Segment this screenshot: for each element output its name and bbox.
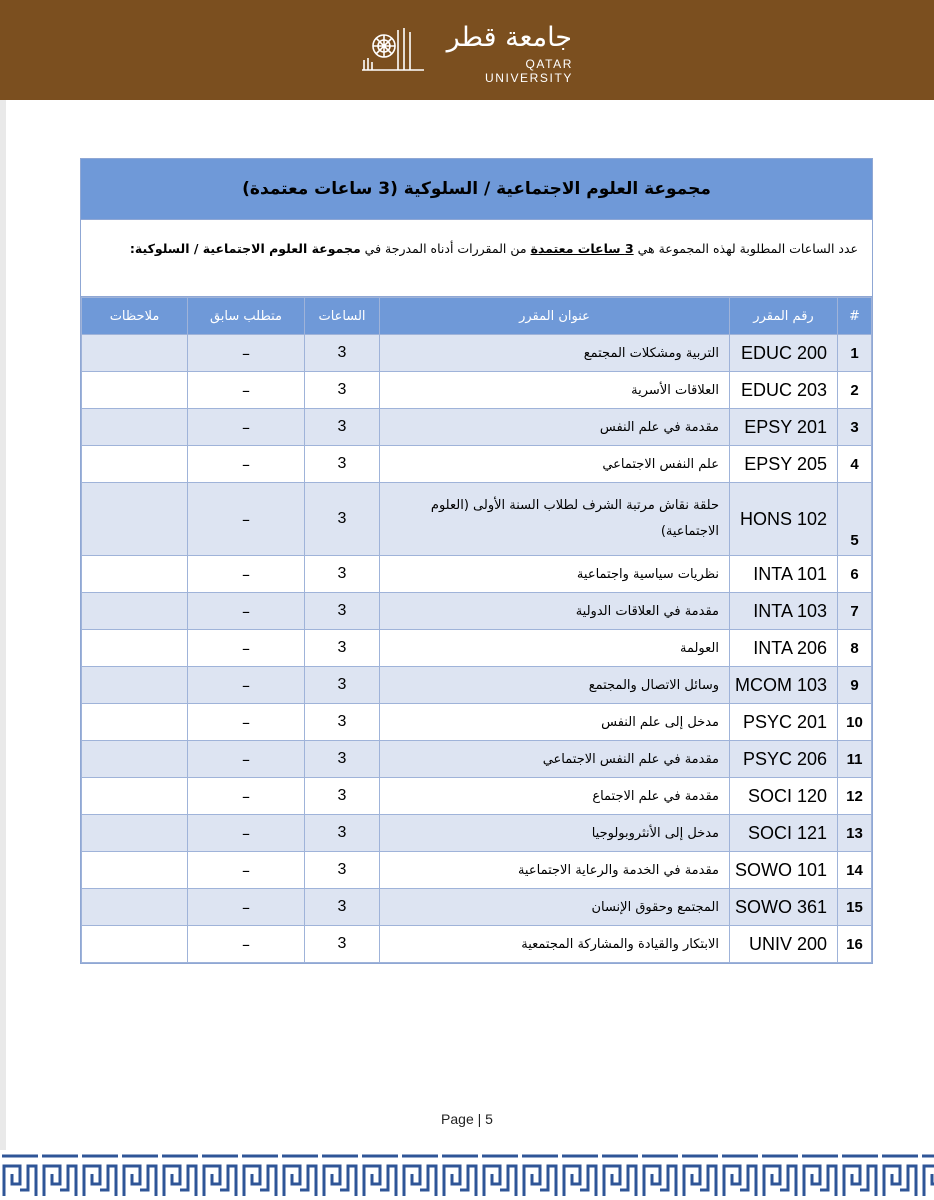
course-hours: 3 bbox=[305, 372, 380, 409]
table-row bbox=[82, 815, 872, 852]
table-row bbox=[82, 704, 872, 741]
course-code: EDUC 200 bbox=[730, 335, 838, 372]
table-row bbox=[82, 630, 872, 667]
course-code: SOCI 121 bbox=[730, 815, 838, 852]
course-title: مقدمة في علم النفس الاجتماعي bbox=[380, 741, 730, 778]
table-row bbox=[82, 335, 872, 372]
course-notes bbox=[82, 704, 188, 741]
course-prereq: – bbox=[188, 409, 305, 446]
course-notes bbox=[82, 852, 188, 889]
course-code: INTA 103 bbox=[730, 593, 838, 630]
course-code: EDUC 203 bbox=[730, 372, 838, 409]
course-title: مقدمة في الخدمة والرعاية الاجتماعية bbox=[380, 852, 730, 889]
table-row bbox=[82, 778, 872, 815]
description-text-1: عدد الساعات المطلوبة لهذه المجموعة هي bbox=[633, 241, 858, 256]
course-hours: 3 bbox=[305, 778, 380, 815]
course-notes bbox=[82, 741, 188, 778]
course-prereq: – bbox=[188, 926, 305, 963]
course-title: وسائل الاتصال والمجتمع bbox=[380, 667, 730, 704]
header-band bbox=[0, 0, 934, 100]
group-title: مجموعة العلوم الاجتماعية / السلوكية (3 ساعات معتمدة) bbox=[81, 159, 872, 220]
table-row bbox=[82, 593, 872, 630]
university-emblem-icon bbox=[362, 26, 428, 72]
course-notes bbox=[82, 483, 188, 556]
table-row bbox=[82, 889, 872, 926]
row-num: 14 bbox=[838, 852, 872, 889]
course-hours: 3 bbox=[305, 593, 380, 630]
course-title: نظريات سياسية واجتماعية bbox=[380, 556, 730, 593]
course-code: PSYC 206 bbox=[730, 741, 838, 778]
course-notes bbox=[82, 335, 188, 372]
row-num: 11 bbox=[838, 741, 872, 778]
course-prereq: – bbox=[188, 556, 305, 593]
course-title: مقدمة في علم الاجتماع bbox=[380, 778, 730, 815]
course-notes bbox=[82, 372, 188, 409]
page-edge bbox=[0, 0, 6, 1200]
course-title: الابتكار والقيادة والمشاركة المجتمعية bbox=[380, 926, 730, 963]
course-title: العولمة bbox=[380, 630, 730, 667]
logo-arabic-text: جامعة قطر bbox=[446, 22, 572, 53]
course-prereq: – bbox=[188, 372, 305, 409]
row-num: 10 bbox=[838, 704, 872, 741]
course-notes bbox=[82, 593, 188, 630]
course-group-box bbox=[80, 158, 873, 964]
table-row bbox=[82, 667, 872, 704]
course-prereq: – bbox=[188, 815, 305, 852]
course-title: التربية ومشكلات المجتمع bbox=[380, 335, 730, 372]
table-row bbox=[82, 372, 872, 409]
courses-table bbox=[81, 297, 872, 963]
description-group-name: مجموعة العلوم الاجتماعية / السلوكية: bbox=[129, 241, 361, 256]
row-num: 5 bbox=[838, 483, 872, 556]
course-prereq: – bbox=[188, 483, 305, 556]
course-hours: 3 bbox=[305, 704, 380, 741]
course-hours: 3 bbox=[305, 335, 380, 372]
course-hours: 3 bbox=[305, 409, 380, 446]
course-hours: 3 bbox=[305, 446, 380, 483]
footer-pattern bbox=[0, 1150, 934, 1200]
course-notes bbox=[82, 667, 188, 704]
col-header-title: عنوان المقرر bbox=[380, 298, 730, 335]
row-num: 2 bbox=[838, 372, 872, 409]
course-prereq: – bbox=[188, 630, 305, 667]
course-notes bbox=[82, 446, 188, 483]
course-code: EPSY 201 bbox=[730, 409, 838, 446]
course-notes bbox=[82, 556, 188, 593]
table-row bbox=[82, 446, 872, 483]
course-code: MCOM 103 bbox=[730, 667, 838, 704]
description-text-2: من المقررات أدناه المدرجة في bbox=[360, 241, 531, 256]
page-number: Page | 5 bbox=[441, 1111, 493, 1127]
col-header-prereq: متطلب سابق bbox=[188, 298, 305, 335]
course-hours: 3 bbox=[305, 926, 380, 963]
course-prereq: – bbox=[188, 852, 305, 889]
course-title: علم النفس الاجتماعي bbox=[380, 446, 730, 483]
row-num: 6 bbox=[838, 556, 872, 593]
course-notes bbox=[82, 778, 188, 815]
course-hours: 3 bbox=[305, 741, 380, 778]
col-header-code: رقم المقرر bbox=[730, 298, 838, 335]
course-title: مدخل إلى علم النفس bbox=[380, 704, 730, 741]
course-prereq: – bbox=[188, 667, 305, 704]
row-num: 16 bbox=[838, 926, 872, 963]
table-row bbox=[82, 852, 872, 889]
table-row bbox=[82, 483, 872, 556]
course-hours: 3 bbox=[305, 815, 380, 852]
row-num: 12 bbox=[838, 778, 872, 815]
course-code: PSYC 201 bbox=[730, 704, 838, 741]
course-code: HONS 102 bbox=[730, 483, 838, 556]
course-hours: 3 bbox=[305, 889, 380, 926]
course-hours: 3 bbox=[305, 483, 380, 556]
course-notes bbox=[82, 630, 188, 667]
description-credit-hours: 3 ساعات معتمدة bbox=[530, 241, 634, 256]
table-row bbox=[82, 741, 872, 778]
course-title: حلقة نقاش مرتبة الشرف لطلاب السنة الأولى (العلوم الاجتماعية) bbox=[380, 483, 730, 556]
row-num: 7 bbox=[838, 593, 872, 630]
course-code: SOWO 361 bbox=[730, 889, 838, 926]
qatar-university-logo bbox=[362, 22, 574, 85]
table-row bbox=[82, 409, 872, 446]
row-num: 13 bbox=[838, 815, 872, 852]
course-prereq: – bbox=[188, 778, 305, 815]
course-notes bbox=[82, 815, 188, 852]
table-row bbox=[82, 926, 872, 963]
course-prereq: – bbox=[188, 593, 305, 630]
table-row bbox=[82, 556, 872, 593]
logo-english-text: QATAR UNIVERSITY bbox=[484, 57, 573, 85]
course-notes bbox=[82, 889, 188, 926]
course-notes bbox=[82, 926, 188, 963]
col-header-hours: الساعات bbox=[305, 298, 380, 335]
col-header-notes: ملاحظات bbox=[82, 298, 188, 335]
course-code: UNIV 200 bbox=[730, 926, 838, 963]
col-header-num: # bbox=[838, 298, 872, 335]
course-prereq: – bbox=[188, 335, 305, 372]
course-title: مدخل إلى الأنثروبولوجيا bbox=[380, 815, 730, 852]
row-num: 1 bbox=[838, 335, 872, 372]
course-prereq: – bbox=[188, 446, 305, 483]
table-header-row bbox=[82, 298, 872, 335]
course-code: INTA 101 bbox=[730, 556, 838, 593]
course-hours: 3 bbox=[305, 630, 380, 667]
row-num: 8 bbox=[838, 630, 872, 667]
group-description bbox=[81, 220, 872, 297]
course-hours: 3 bbox=[305, 852, 380, 889]
course-title: مقدمة في علم النفس bbox=[380, 409, 730, 446]
course-code: SOCI 120 bbox=[730, 778, 838, 815]
course-title: العلاقات الأسرية bbox=[380, 372, 730, 409]
row-num: 3 bbox=[838, 409, 872, 446]
course-title: المجتمع وحقوق الإنسان bbox=[380, 889, 730, 926]
course-hours: 3 bbox=[305, 667, 380, 704]
row-num: 4 bbox=[838, 446, 872, 483]
course-notes bbox=[82, 409, 188, 446]
course-code: EPSY 205 bbox=[730, 446, 838, 483]
course-title: مقدمة في العلاقات الدولية bbox=[380, 593, 730, 630]
course-code: INTA 206 bbox=[730, 630, 838, 667]
course-hours: 3 bbox=[305, 556, 380, 593]
course-code: SOWO 101 bbox=[730, 852, 838, 889]
row-num: 9 bbox=[838, 667, 872, 704]
course-prereq: – bbox=[188, 741, 305, 778]
course-prereq: – bbox=[188, 889, 305, 926]
course-prereq: – bbox=[188, 704, 305, 741]
row-num: 15 bbox=[838, 889, 872, 926]
